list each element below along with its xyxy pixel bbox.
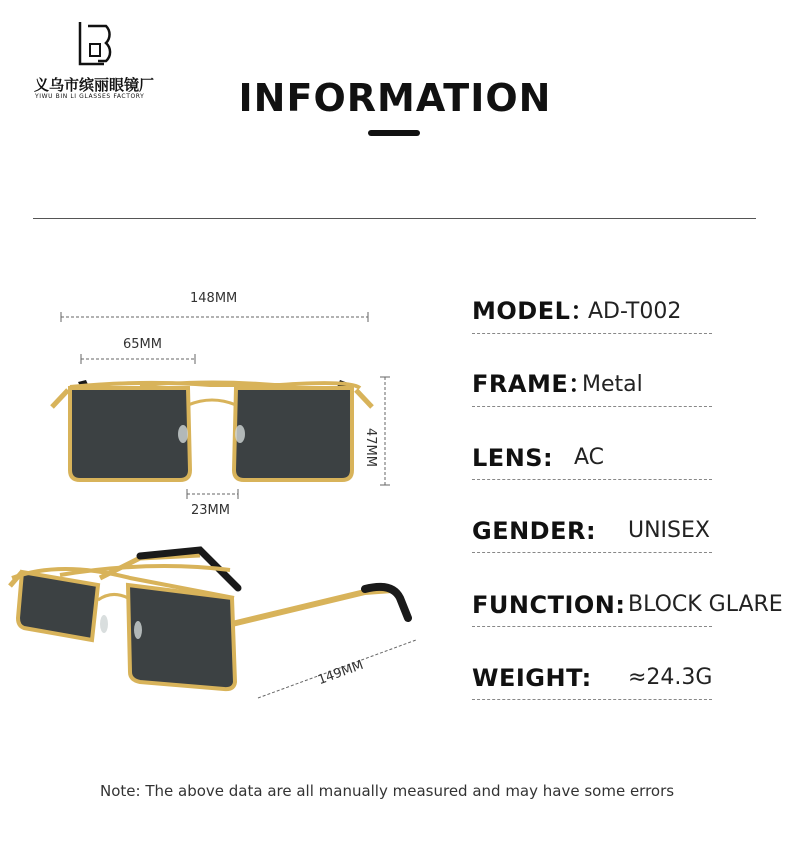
spec-function-key: FUNCTION:: [472, 591, 626, 619]
spec-lens: [472, 440, 712, 480]
spec-lens-key: LENS:: [472, 444, 554, 472]
dim-total-width: 148MM: [190, 291, 238, 306]
spec-function: [472, 587, 783, 627]
spec-frame-key: FRAME：: [472, 370, 593, 398]
spec-divider: [472, 479, 712, 480]
spec-frame-value: Metal: [582, 372, 643, 397]
section-divider: [33, 218, 756, 219]
spec-frame: [472, 367, 712, 407]
spec-lens-value: AC: [574, 445, 605, 470]
title-underline: [368, 130, 420, 136]
brand-mark-icon: [76, 18, 124, 68]
dim-lens-height: 47MM: [363, 428, 378, 467]
spec-gender-key: GENDER:: [472, 517, 597, 545]
dim-bridge: 23MM: [191, 503, 230, 518]
page-title: INFORMATION: [238, 76, 552, 120]
spec-divider: [472, 626, 712, 627]
brand-name-cn: 义乌市缤丽眼镜厂: [34, 76, 155, 94]
spec-weight-key: WEIGHT:: [472, 664, 592, 692]
spec-model-value: AD-T002: [588, 299, 682, 324]
spec-divider: [472, 699, 712, 700]
spec-model: [472, 294, 712, 334]
spec-gender: [472, 513, 712, 553]
spec-divider: [472, 333, 712, 334]
front-view-glasses: [52, 380, 372, 480]
spec-weight-value: ≈24.3G: [628, 665, 713, 690]
spec-model-key: MODEL：: [472, 297, 595, 325]
spec-divider: [472, 552, 712, 553]
measurement-note: Note: The above data are all manually measured and may have some errors: [100, 782, 675, 800]
spec-divider: [472, 406, 712, 407]
dim-lens-width: 65MM: [123, 337, 162, 352]
spec-gender-value: UNISEX: [628, 518, 710, 543]
spec-function-value: BLOCK GLARE: [628, 592, 783, 617]
spec-weight: [472, 660, 712, 700]
brand-name-en: YIWU BIN LI GLASSES FACTORY: [35, 93, 145, 100]
dim-temple: 149MM: [316, 657, 366, 689]
dimension-lines: [61, 317, 416, 698]
